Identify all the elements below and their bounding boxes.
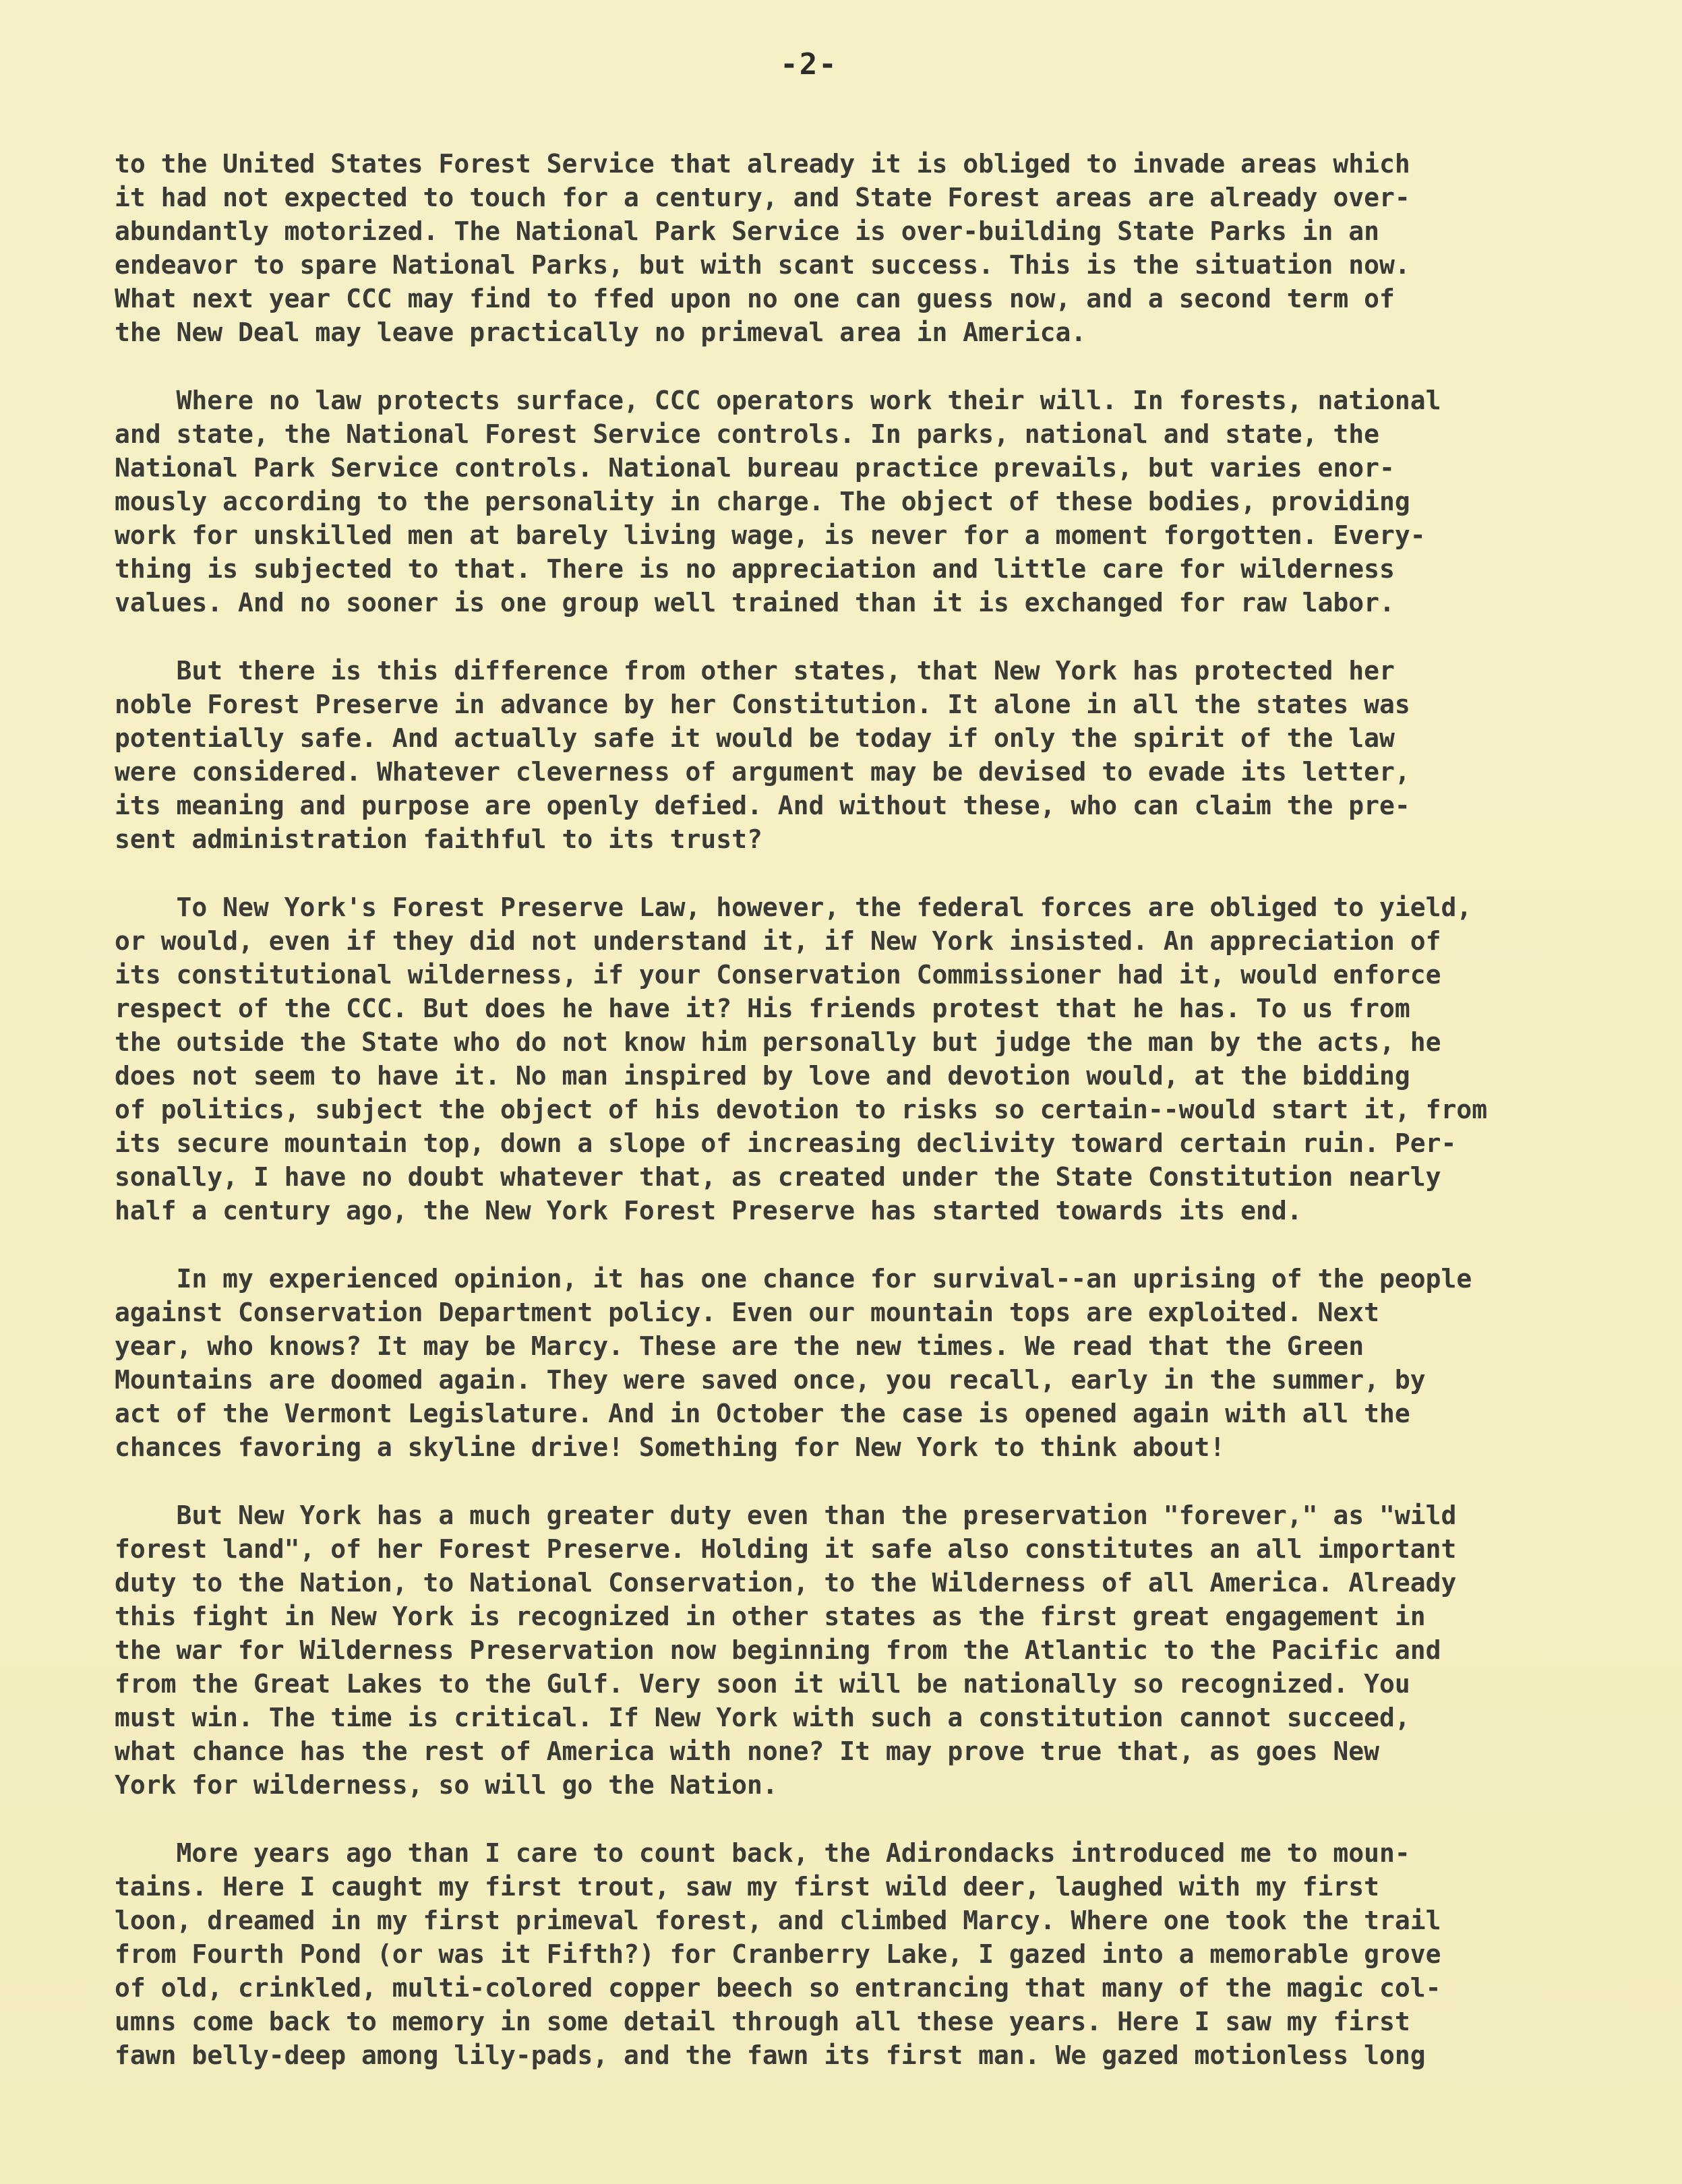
text-line: what chance has the rest of America with none? It may prove true that, as goes New [115, 1736, 1379, 1766]
text-line: Mountains are doomed again. They were saved once, you recall, early in the summer, by [115, 1365, 1426, 1395]
text-line: sent administration faithful to its trust? [115, 824, 762, 854]
paragraph [115, 890, 1618, 1227]
text-line: and state, the National Forest Service controls. In parks, national and state, the [115, 419, 1379, 449]
text-line: abundantly motorized. The National Park Service is over-building State Parks in an [115, 216, 1379, 246]
text-line: chances favoring a skyline drive! Something for New York to think about! [115, 1432, 1226, 1462]
text-line: the outside the State who do not know him personally but judge the man by the acts, he [115, 1027, 1441, 1057]
text-line: its secure mountain top, down a slope of increasing declivity toward certain ruin. Per- [115, 1128, 1457, 1158]
page-number: -2- [780, 47, 838, 82]
text-line: noble Forest Preserve in advance by her Constitution. It alone in all the states was [115, 690, 1410, 719]
text-line: or would, even if they did not understand it, if New York insisted. An appreciation of [115, 926, 1441, 956]
text-line: But New York has a much greater duty even than the preservation "forever," as "wild [115, 1500, 1457, 1530]
text-line: To New York's Forest Preserve Law, however, the federal forces are obliged to yield, [115, 892, 1472, 922]
paragraph [115, 1498, 1618, 1802]
text-line: thing is subjected to that. There is no appreciation and little care for wilderness [115, 554, 1395, 584]
text-line: against Conservation Department policy. Even our mountain tops are exploited. Next [115, 1298, 1379, 1327]
text-line: mously according to the personality in charge. The object of these bodies, providing [115, 487, 1410, 516]
text-line: to the United States Forest Service that already it is obliged to invade areas which [115, 149, 1410, 179]
text-line: work for unskilled men at barely living wage, is never for a moment forgotten. Every- [115, 520, 1426, 550]
text-line: More years ago than I care to count back, the Adirondacks introduced me to moun- [115, 1838, 1410, 1868]
letter-body [115, 147, 1618, 2106]
text-line: York for wilderness, so will go the Nation. [115, 1770, 778, 1800]
text-line: must win. The time is critical. If New York with such a constitution cannot succeed, [115, 1703, 1410, 1732]
paragraph [115, 1262, 1618, 1464]
text-line: its constitutional wilderness, if your Conservation Commissioner had it, would enforce [115, 960, 1441, 990]
text-line: this fight in New York is recognized in other states as the first great engagement in [115, 1602, 1426, 1631]
text-line: National Park Service controls. National bureau practice prevails, but varies enor- [115, 453, 1395, 483]
text-line: values. And no sooner is one group well trained than it is exchanged for raw labor. [115, 588, 1395, 617]
text-line: it had not expected to touch for a century, and State Forest areas are already over- [115, 183, 1410, 212]
text-line: potentially safe. And actually safe it would be today if only the spirit of the law [115, 723, 1395, 753]
text-line: its meaning and purpose are openly defied. And without these, who can claim the pre- [115, 791, 1410, 820]
text-line: endeavor to spare National Parks, but with scant success. This is the situation now. [115, 250, 1410, 280]
text-line: of old, crinkled, multi-colored copper beech so entrancing that many of the magic col- [115, 1973, 1441, 2003]
paragraph [115, 1836, 1618, 2072]
text-line: Where no law protects surface, CCC operators work their will. In forests, national [115, 386, 1441, 415]
text-line: In my experienced opinion, it has one chance for survival--an uprising of the people [115, 1264, 1472, 1294]
text-line: from Fourth Pond (or was it Fifth?) for Cranberry Lake, I gazed into a memorable grove [115, 1939, 1441, 1969]
paragraph [115, 654, 1618, 856]
text-line: the New Deal may leave practically no primeval area in America. [115, 317, 1087, 347]
text-line: were considered. Whatever cleverness of argument may be devised to evade its letter, [115, 757, 1410, 787]
text-line: loon, dreamed in my first primeval forest, and climbed Marcy. Where one took the trail [115, 1906, 1441, 1935]
text-line: forest land", of her Forest Preserve. Holding it safe also constitutes an all important [115, 1534, 1457, 1564]
text-line: act of the Vermont Legislature. And in October the case is opened again with all the [115, 1399, 1410, 1428]
text-line: of politics, subject the object of his devotion to risks so certain--would start it, from [115, 1095, 1488, 1124]
text-line: the war for Wilderness Preservation now beginning from the Atlantic to the Pacific and [115, 1635, 1441, 1665]
text-line: duty to the Nation, to National Conservation, to the Wilderness of all America. Already [115, 1568, 1457, 1598]
text-line: fawn belly-deep among lily-pads, and the fawn its first man. We gazed motionless long [115, 2040, 1426, 2070]
text-line: does not seem to have it. No man inspired by love and devotion would, at the bidding [115, 1061, 1410, 1091]
text-line: year, who knows? It may be Marcy. These are the new times. We read that the Green [115, 1331, 1364, 1361]
text-line: respect of the CCC. But does he have it? His friends protest that he has. To us from [115, 994, 1410, 1023]
paragraph [115, 147, 1618, 349]
paragraph [115, 384, 1618, 619]
text-line: But there is this difference from other states, that New York has protected her [115, 656, 1395, 686]
text-line: tains. Here I caught my first trout, saw my first wild deer, laughed with my first [115, 1872, 1379, 1902]
text-line: What next year CCC may find to ffed upon no one can guess now, and a second term of [115, 284, 1395, 313]
text-line: umns come back to memory in some detail through all these years. Here I saw my first [115, 2007, 1410, 2036]
text-line: from the Great Lakes to the Gulf. Very soon it will be nationally so recognized. You [115, 1669, 1410, 1699]
text-line: sonally, I have no doubt whatever that, as created under the State Constitution nearly [115, 1162, 1441, 1192]
text-line: half a century ago, the New York Forest Preserve has started towards its end. [115, 1196, 1302, 1225]
